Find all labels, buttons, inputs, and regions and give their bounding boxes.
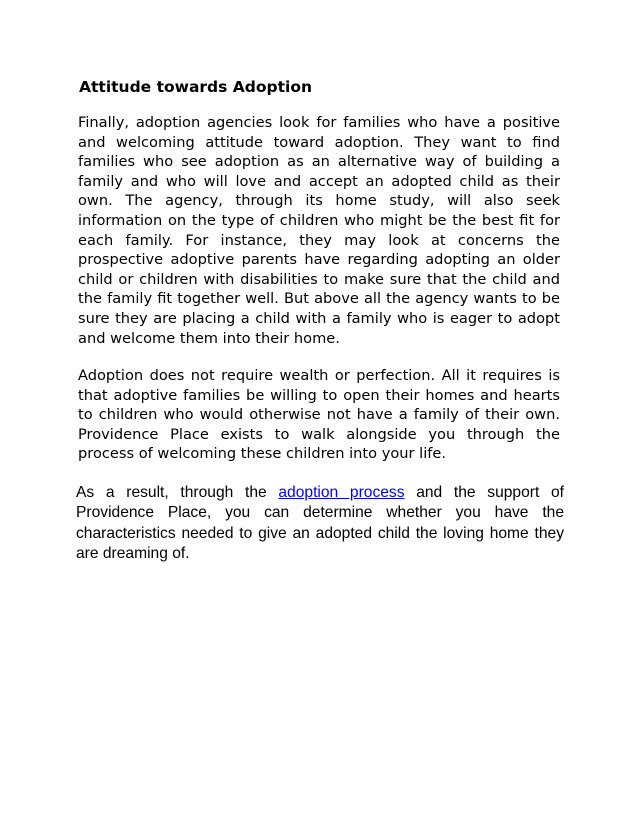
paragraph-conclusion-intro: As a result, through the [76, 484, 279, 501]
adoption-process-link[interactable]: adoption process [278, 484, 405, 501]
paragraph-conclusion [76, 483, 564, 564]
paragraph-wealth-perfection: Adoption does not require wealth or perfection. All it requires is that adoptive families be willing to open their homes and hearts to children who would otherwise not have a family of their own. Providence Place exists to walk alongside you through the process of welcoming these children into your life. [78, 367, 560, 463]
paragraph-attitude: Finally, adoption agencies look for families who have a positive and welcoming attitude toward adoption. They want to find families who see adoption as an alternative way of building a family and who will love and accept an adopted child as their own. The agency, through its home study, will also seek information on the type of children who might be the best fit for each family. For instance, they may look at concerns the prospective adoptive parents have regarding adopting an older child or children with disabilities to make sure that the child and the family fit together well. But above all the agency wants to be sure they are placing a child with a family who is eager to adopt and welcome them into their home. [78, 114, 560, 347]
paragraph-conclusion-rest: and the support of Providence Place, you can determine whether you have the characteristics needed to give an adopted child the loving home they are dreaming of. [76, 484, 565, 562]
section-heading: Attitude towards Adoption [79, 78, 313, 96]
